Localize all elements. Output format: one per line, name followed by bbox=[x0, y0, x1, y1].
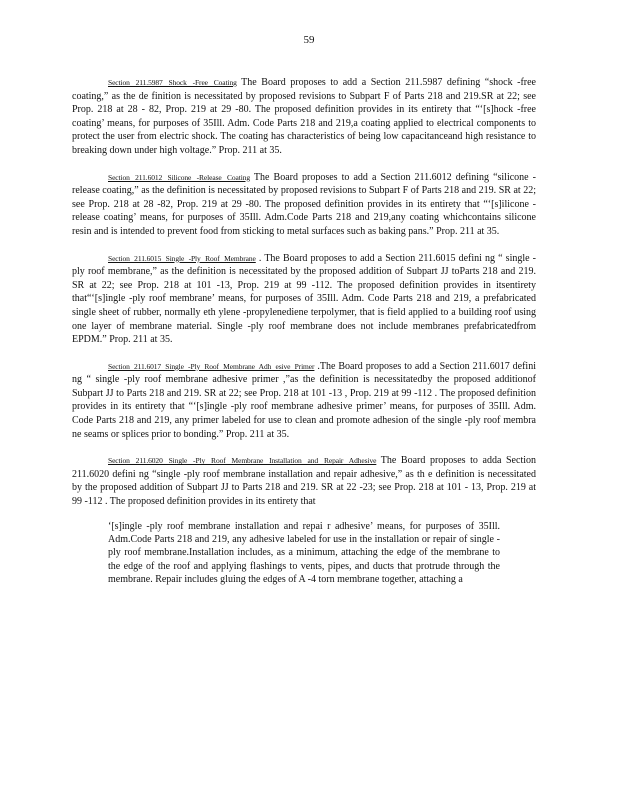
section-heading: Section 211.6015 Single -Ply Roof Membrane bbox=[108, 253, 256, 263]
section-paragraph bbox=[72, 454, 536, 508]
section-text: The Board proposes to adda Section 211.6020 defini ng “single -ply roof membrane installation and repair adhesive,” as th e definition is necessitated by the proposed addition of Subpart JJ to Parts 218 and 219. SR at 22 -23; see Prop. 218 at 101 - 13, Prop. 219 at 99 -112 . The proposed definition provides in its entirety that bbox=[72, 455, 536, 508]
document-body bbox=[72, 76, 536, 587]
block-quote: ‘[s]ingle -ply roof membrane installation and repai r adhesive’ means, for purposes of 35Ill. Adm.Code Parts 218 and 219, any adhesive labeled for use in the installation or repair of single -ply roof membrane.Installation includes, as a minimum, attaching the edge of the membrane to the edge of the roof and applying flashings to vents, pipes, and ducts that protrude through the membrane. Repair includes gluing the edges of A -4 torn membrane together, attaching a bbox=[108, 520, 500, 586]
section-text: . The Board proposes to add a Section 211.6015 defini ng “ single -ply roof membrane,” as the definition is necessitated by the proposed addition of Subpart JJ toParts 218 and 219. SR at 22; see Prop. 218 at 101 -13, Prop. 219 at 99 -112. The proposed definition provides in itsentirety that“‘[s]ingle -ply roof membrane’ means, for purposes of 35Ill. Adm. Code Parts 218 and 219, a prefabricated single sheet of rubber, normally eth ylene -propylenediene terpolymer, that is field applied to a building roof using one layer of membrane material. Single -ply roof membrane does not include membranes prefabricatedfrom EPDM.” Prop. 211 at 35. bbox=[72, 252, 537, 346]
section-heading: Section 211.6017 Single -Ply Roof Membrane Adh esive Primer bbox=[108, 361, 315, 371]
section-paragraph bbox=[72, 171, 536, 239]
section-paragraph bbox=[72, 252, 536, 347]
section-paragraph bbox=[72, 76, 536, 158]
section-text: The Board proposes to add a Section 211.5987 defining “shock -free coating,” as the de finition is necessitated by proposed revisions to Subpart F of Parts 218 and 219.SR at 22; see Prop. 218 at 28 - 82, Prop. 219 at 29 -80. The proposed definition provides in its entirety that “‘[s]hock -free coating’ means, for purposes of 35Ill. Adm. Code Parts 218 and 219,a coating applied to electrical components to protect the user from electric shock. The coating has characteristics of being low capacitanceand high resistance to breaking down under high voltage.” Prop. 211 at 35. bbox=[72, 77, 536, 156]
section-text: The Board proposes to add a Section 211.6012 defining “silicone -release coating,” as the definition is necessitated by proposed revisions to Subpart F of Parts 218 and 219. SR at 22; see Prop. 218 at 28 -82, Prop. 219 at 29 -80. The proposed definition provides in its entirety that “‘[s]ilicone -release coating’ means, for purposes of 35Ill. Adm.Code Parts 218 and 219,any coating whichcontains silicone resin and is intended to prevent food from sticking to metal surfaces such as baking pans.” Prop. 211 at 35. bbox=[72, 171, 537, 237]
section-heading: Section 211.6012 Silicone -Release Coating bbox=[108, 172, 251, 182]
page-number: 59 bbox=[303, 34, 315, 46]
section-heading: Section 211.5987 Shock -Free Coating bbox=[108, 78, 237, 87]
section-paragraph bbox=[72, 360, 536, 442]
section-text: .The Board proposes to add a Section 211.6017 defini ng “ single -ply roof membrane adhesive primer ,”as the definition is necessitatedby the proposed additionof Subpart JJ to Parts 218 and 219. SR at 22; see Prop. 218 at 101 -13 , Prop. 219 at 99 -112 . The proposed definition provides in its entirety that “‘[s]ingle -ply roof membrane adhesive primer’ means, for purposes of 35Ill. Adm. Code Parts 218 and 219, any primer labeled for use to clean and promote adhesion of the single -ply roof membra ne seams or splices prior to bonding.” Prop. 211 at 35. bbox=[72, 360, 536, 440]
section-heading: Section 211.6020 Single -Ply Roof Membrane Installation and Repair Adhesive bbox=[108, 456, 377, 466]
